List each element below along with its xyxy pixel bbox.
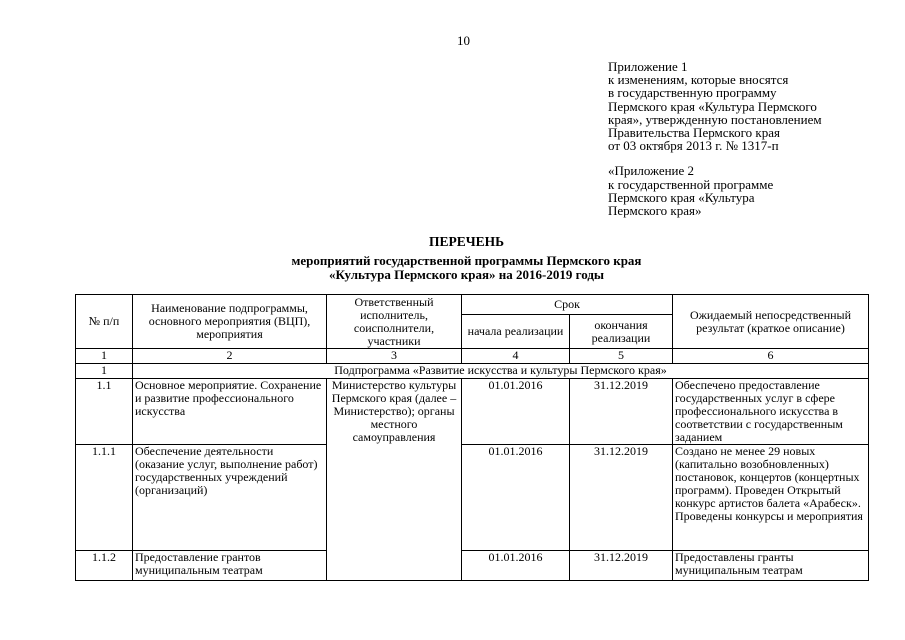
header-row [76, 295, 869, 315]
page-number: 10 [457, 33, 470, 48]
row-start: 01.01.2016 [462, 551, 570, 581]
column-number: 6 [673, 349, 869, 364]
header-name: Наименование подпрограммы, основного мероприятия (ВЦП), мероприятия [133, 295, 327, 349]
column-number: 4 [462, 349, 570, 364]
header-term: Срок [462, 295, 673, 315]
appendix-quote-line: Пермского края» [608, 203, 702, 219]
row-end: 31.12.2019 [570, 379, 673, 445]
header-start: начала реализации [462, 315, 570, 349]
row-num: 1.1.1 [76, 445, 133, 551]
row-result: Создано не менее 29 новых (капитально возобновленных) постановок, концертов (концертных программ). Проведен Открытый конкурс артистов балета «Арабеск». Проведены конкурсы и мероприятия [673, 445, 869, 551]
appendix-line: края», утвержденную постановлением [608, 111, 822, 127]
header-num: № п/п [76, 295, 133, 349]
subtitle-line: мероприятий государственной программы Пермского края [291, 253, 642, 268]
appendix-line: к изменениям, которые вносятся [608, 72, 789, 88]
row-end: 31.12.2019 [570, 551, 673, 581]
document-subtitle [0, 254, 905, 281]
row-result: Предоставлены гранты муниципальным театрам [673, 551, 869, 581]
row-executor: Министерство культуры Пермского края (далее – Министерство); органы местного самоуправления [327, 379, 462, 581]
appendix-line: Пермского края «Культура Пермского [608, 98, 817, 114]
row-start: 01.01.2016 [462, 445, 570, 551]
appendix-quote-line: Пермского края «Культура [608, 189, 755, 205]
table-row [76, 445, 869, 551]
row-result: Обеспечено предоставление государственных услуг в сфере профессионального искусства в соответствии с государственным заданием [673, 379, 869, 445]
section-row [76, 364, 869, 379]
appendix-quote-line: «Приложение 2 [608, 163, 695, 179]
numbering-row [76, 349, 869, 364]
row-name: Основное мероприятие. Сохранение и развитие профессионального искусства [133, 379, 327, 445]
header-end: окончания реализации [570, 315, 673, 349]
row-name: Обеспечение деятельности (оказание услуг, выполнение работ) государственных учреждений (организаций) [133, 445, 327, 551]
appendix-line: Приложение 1 [608, 59, 688, 74]
appendix-line: Правительства Пермского края [608, 125, 780, 141]
subtitle-line: «Культура Пермского края» на 2016-2019 годы [328, 266, 605, 282]
column-number: 5 [570, 349, 673, 364]
section-title: Подпрограмма «Развитие искусства и культуры Пермского края» [133, 364, 869, 379]
row-num: 1.1 [76, 379, 133, 445]
column-number: 1 [76, 349, 133, 364]
column-number: 2 [133, 349, 327, 364]
measures-table [75, 294, 869, 581]
appendix-note [608, 60, 822, 217]
appendix-line: в государственную программу [608, 85, 777, 101]
row-num: 1.1.2 [76, 551, 133, 581]
row-start: 01.01.2016 [462, 379, 570, 445]
row-end: 31.12.2019 [570, 445, 673, 551]
section-num: 1 [76, 364, 133, 379]
appendix-line: от 03 октября 2013 г. № 1317-п [608, 138, 779, 154]
document-title: ПЕРЕЧЕНЬ [428, 234, 505, 249]
appendix-quote-line: к государственной программе [608, 176, 774, 192]
row-name: Предоставление грантов муниципальным театрам [133, 551, 327, 581]
table-row [76, 379, 869, 445]
column-number: 3 [327, 349, 462, 364]
header-executor: Ответственный исполнитель, соисполнители, участники [327, 295, 462, 349]
header-result: Ожидаемый непосредственный результат (краткое описание) [673, 295, 869, 349]
table-row [76, 551, 869, 581]
